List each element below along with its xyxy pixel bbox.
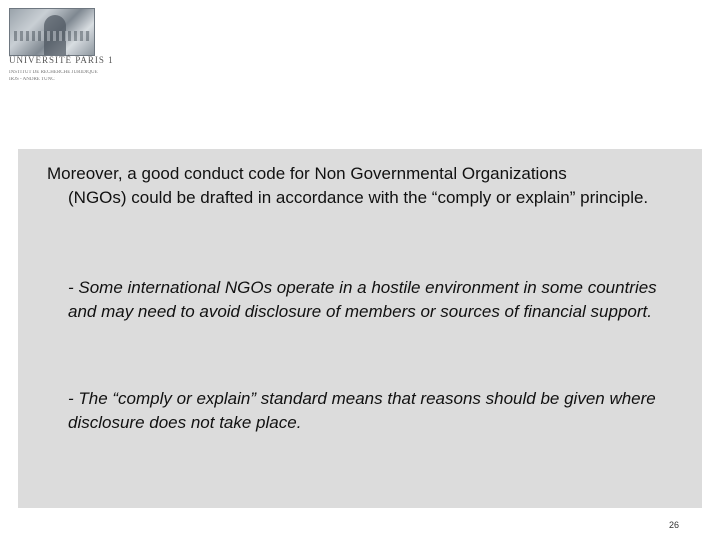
- logo-subtitle-line-1: INSTITUT DE RECHERCHE JURIDIQUE: [9, 70, 98, 75]
- bullet-paragraph-2: - The “comply or explain” standard means that reasons should be given where disclosure does not take place.: [68, 389, 656, 432]
- page-number: 26: [668, 520, 679, 530]
- logo-subtitle-line-2: IRJS - ANDRE TUNC: [9, 77, 55, 82]
- university-building-image: [9, 8, 95, 56]
- intro-continuation: (NGOs) could be drafted in accordance with the “comply or explain” principle.: [68, 187, 649, 207]
- logo-university-name: UNIVERSITÉ PARIS 1: [9, 55, 114, 65]
- university-logo: [9, 8, 113, 82]
- intro-paragraph: [47, 162, 687, 209]
- bullet-paragraph-1: - Some international NGOs operate in a hostile environment in some countries and may need to avoid disclosure of members or sources of financial support.: [68, 278, 657, 321]
- intro-first-line: Moreover, a good conduct code for Non Governmental Organizations: [47, 164, 567, 183]
